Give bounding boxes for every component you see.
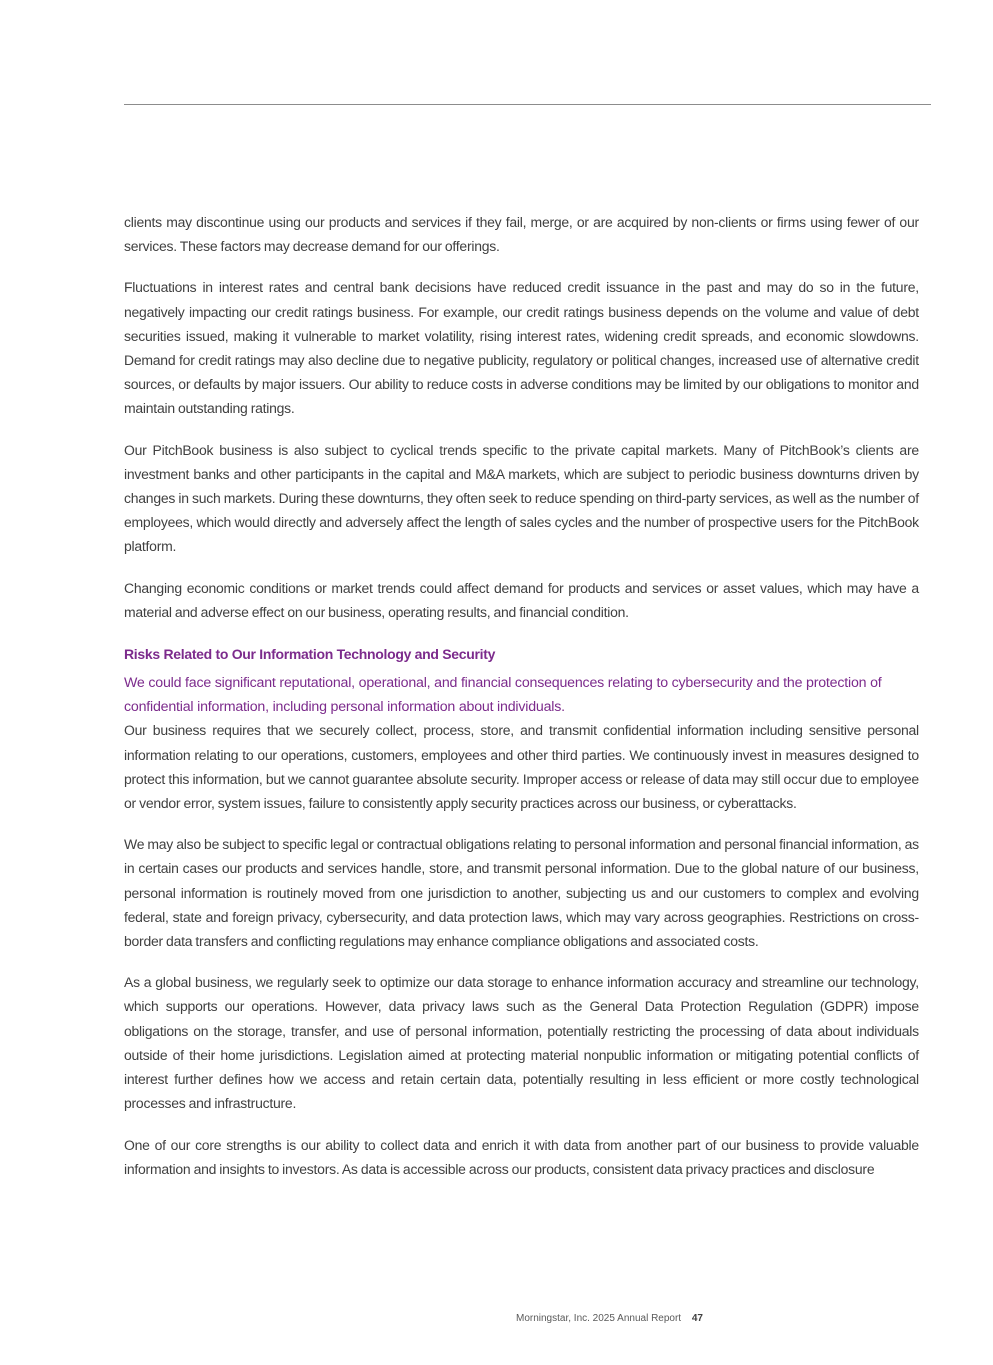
paragraph-economic-conditions: Changing economic conditions or market trends could affect demand for products and services or asset values, which may have a material and adverse effect on our business, operating results, and financial condition.	[124, 580, 919, 621]
paragraph-pitchbook: Our PitchBook business is also subject to cyclical trends specific to the private capital markets. Many of PitchBook’s clients are investment banks and other participants in the capital and M&A markets, which are subject to periodic business downturns driven by changes in such markets. During these downturns, they often seek to reduce spending on third-party services, as well as the number of employees, which would directly and adversely affect the length of sales cycles and the number of prospective users for the PitchBook platform.	[124, 442, 919, 556]
footer-report-title: Morningstar, Inc. 2025 Annual Report	[515, 1313, 682, 1324]
paragraph-continuation: clients may discontinue using our products and services if they fail, merge, or are acquired by non-clients or firms using fewer of our services. These factors may decrease demand for our offerings.	[124, 215, 919, 256]
paragraph-data-storage: As a global business, we regularly seek to optimize our data storage to enhance information accuracy and streamline our technology, which supports our operations. However, data privacy laws such as the General Data Protection Regulation (GDPR) impose obligations on the storage, transfer, and use of personal information, potentially restricting the processing of data about individuals outside of their home jurisdictions. Legislation aimed at protecting material nonpublic information or mitigating potential conflicts of interest further defines how we access and retain certain data, potentially resulting in less efficient or more costly technological processes and infrastructure.	[124, 975, 919, 1113]
page-number: 47	[691, 1313, 703, 1324]
paragraph-core-strengths: One of our core strengths is our ability to collect data and enrich it with data from another part of our business to provide valuable information and insights to investors. As data is accessible across our products, consistent data privacy practices and disclosure	[124, 1137, 919, 1178]
paragraph-secure-collection: Our business requires that we securely collect, process, store, and transmit confidential information including sensitive personal information relating to our operations, customers, employees and other third parties. We continuously invest in measures designed to protect this information, but we cannot guarantee absolute security. Improper access or release of data may still occur due to employee or vendor error, system issues, failure to consistently apply security practices across our business, or cyberattacks.	[124, 723, 919, 813]
header-rule	[124, 104, 931, 105]
paragraph-interest-rates: Fluctuations in interest rates and central bank decisions have reduced credit issuance in the past and may do so in the future, negatively impacting our credit ratings business. For example, our credit ratings business depends on the volume and value of debt securities issued, making it vulnerable to market volatility, rising interest rates, widening credit spreads, and economic slowdowns. Demand for credit ratings may also decline due to negative publicity, regulatory or political changes, increased use of alternative credit sources, or defaults by major issuers. Our ability to reduce costs in adverse conditions may be limited by our obligations to monitor and maintain outstanding ratings.	[124, 280, 919, 418]
section-heading: Risks Related to Our Information Technology and Security	[124, 646, 496, 663]
risk-subheading: We could face significant reputational, operational, and financial consequences relating to cybersecurity and the protection of confidential information, including personal information about individuals.	[124, 675, 882, 716]
paragraph-legal-obligations: We may also be subject to specific legal or contractual obligations relating to personal information and personal financial information, as in certain cases our products and services handle, store, and transmit personal information. Due to the global nature of our business, personal information is routinely moved from one jurisdiction to another, subjecting us and our customers to complex and evolving federal, state and foreign privacy, cybersecurity, and data protection laws, which may vary across geographies. Restrictions on cross-border data transfers and conflicting regulations may enhance compliance obligations and associated costs.	[124, 837, 919, 951]
page-footer	[0, 1313, 993, 1324]
page-content	[124, 211, 931, 1199]
